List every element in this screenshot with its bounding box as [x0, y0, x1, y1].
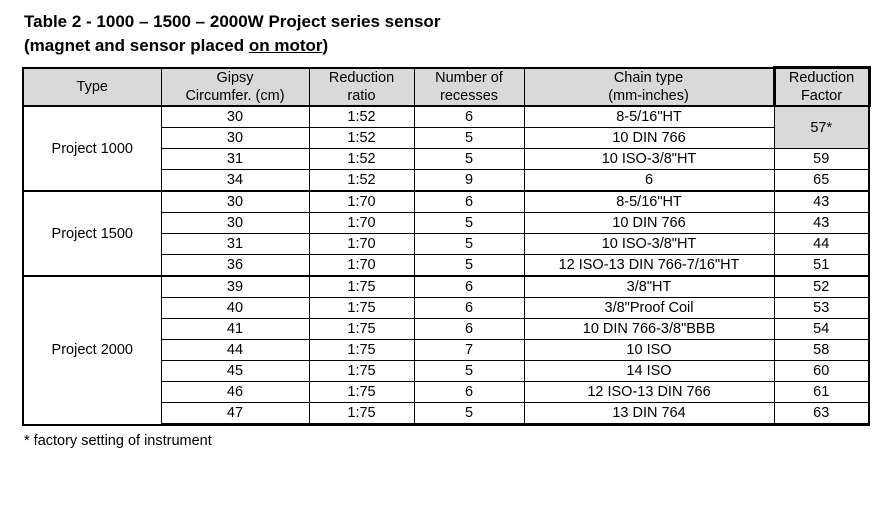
- cell-gipsy-circumference: 45: [161, 361, 309, 382]
- table-body: [23, 106, 869, 425]
- table-title-line-1: Table 2 - 1000 – 1500 – 2000W Project series sensor: [24, 12, 441, 31]
- cell-gipsy-circumference: 31: [161, 234, 309, 255]
- cell-reduction-ratio: 1:52: [309, 128, 414, 149]
- column-header-chain-type: [524, 68, 774, 107]
- cell-chain-type: 14 ISO: [524, 361, 774, 382]
- cell-reduction-factor: 63: [774, 403, 869, 425]
- cell-reduction-factor: 44: [774, 234, 869, 255]
- cell-reduction-factor: 43: [774, 213, 869, 234]
- cell-chain-type: 10 ISO: [524, 340, 774, 361]
- column-header-recesses-line2: recesses: [439, 87, 499, 104]
- cell-chain-type: 10 DIN 766: [524, 128, 774, 149]
- cell-number-of-recesses: 5: [414, 213, 524, 234]
- cell-chain-type: 10 DIN 766: [524, 213, 774, 234]
- cell-reduction-factor: 58: [774, 340, 869, 361]
- cell-number-of-recesses: 6: [414, 382, 524, 403]
- column-header-gipsy-line2: Circumfer. (cm): [185, 87, 285, 104]
- cell-chain-type: 3/8"HT: [524, 276, 774, 298]
- title-prefix: (magnet and sensor placed: [24, 36, 249, 55]
- cell-gipsy-circumference: 46: [161, 382, 309, 403]
- sensor-reduction-table: [22, 66, 871, 426]
- cell-reduction-ratio: 1:70: [309, 191, 414, 213]
- cell-type: Project 1000: [23, 106, 161, 191]
- column-header-type-line1: Type: [76, 78, 108, 95]
- cell-reduction-ratio: 1:70: [309, 234, 414, 255]
- cell-gipsy-circumference: 30: [161, 213, 309, 234]
- cell-number-of-recesses: 6: [414, 191, 524, 213]
- cell-reduction-ratio: 1:75: [309, 276, 414, 298]
- cell-chain-type: 10 ISO-3/8"HT: [524, 234, 774, 255]
- cell-number-of-recesses: 6: [414, 106, 524, 128]
- cell-reduction-factor: 51: [774, 255, 869, 277]
- title-suffix: ): [322, 36, 329, 55]
- cell-chain-type: 12 ISO-13 DIN 766-7/16"HT: [524, 255, 774, 277]
- cell-number-of-recesses: 6: [414, 319, 524, 340]
- cell-number-of-recesses: 5: [414, 361, 524, 382]
- cell-reduction-factor: 60: [774, 361, 869, 382]
- cell-reduction-ratio: 1:70: [309, 255, 414, 277]
- cell-number-of-recesses: 6: [414, 276, 524, 298]
- cell-number-of-recesses: 9: [414, 170, 524, 192]
- cell-type: Project 2000: [23, 276, 161, 425]
- cell-reduction-ratio: 1:75: [309, 319, 414, 340]
- cell-reduction-ratio: 1:75: [309, 298, 414, 319]
- cell-number-of-recesses: 5: [414, 128, 524, 149]
- cell-chain-type: 8-5/16"HT: [524, 191, 774, 213]
- column-header-chain-line1: Chain type: [613, 69, 684, 86]
- cell-reduction-ratio: 1:52: [309, 149, 414, 170]
- table-header-row: [23, 68, 869, 107]
- column-header-gipsy-line1: Gipsy: [216, 69, 254, 86]
- cell-reduction-factor: 61: [774, 382, 869, 403]
- cell-number-of-recesses: 5: [414, 255, 524, 277]
- cell-number-of-recesses: 6: [414, 298, 524, 319]
- cell-number-of-recesses: 5: [414, 149, 524, 170]
- cell-chain-type: 10 ISO-3/8"HT: [524, 149, 774, 170]
- cell-reduction-factor: 57*: [774, 106, 869, 149]
- cell-gipsy-circumference: 47: [161, 403, 309, 425]
- cell-gipsy-circumference: 30: [161, 106, 309, 128]
- cell-gipsy-circumference: 40: [161, 298, 309, 319]
- cell-gipsy-circumference: 44: [161, 340, 309, 361]
- cell-reduction-ratio: 1:75: [309, 340, 414, 361]
- cell-gipsy-circumference: 39: [161, 276, 309, 298]
- cell-chain-type: 10 DIN 766-3/8"BBB: [524, 319, 774, 340]
- column-header-ratio-line1: Reduction: [328, 69, 395, 86]
- cell-reduction-ratio: 1:75: [309, 361, 414, 382]
- cell-number-of-recesses: 5: [414, 234, 524, 255]
- column-header-factor-line1: Reduction: [788, 70, 855, 86]
- cell-number-of-recesses: 5: [414, 403, 524, 425]
- cell-reduction-factor: 54: [774, 319, 869, 340]
- column-header-reduction-ratio: [309, 68, 414, 107]
- cell-gipsy-circumference: 34: [161, 170, 309, 192]
- cell-gipsy-circumference: 30: [161, 128, 309, 149]
- cell-chain-type: 3/8"Proof Coil: [524, 298, 774, 319]
- column-header-gipsy: [161, 68, 309, 107]
- cell-chain-type: 8-5/16"HT: [524, 106, 774, 128]
- cell-reduction-factor: 59: [774, 149, 869, 170]
- cell-gipsy-circumference: 31: [161, 149, 309, 170]
- column-header-ratio-line2: ratio: [347, 87, 376, 104]
- cell-chain-type: 12 ISO-13 DIN 766: [524, 382, 774, 403]
- cell-reduction-factor: 65: [774, 170, 869, 192]
- column-header-factor-line2: Factor: [800, 88, 843, 104]
- table-header: [23, 68, 869, 107]
- table-row: [23, 106, 869, 128]
- title-underlined-text: on motor: [248, 36, 323, 55]
- cell-reduction-ratio: 1:75: [309, 382, 414, 403]
- cell-reduction-factor: 43: [774, 191, 869, 213]
- cell-reduction-factor: 53: [774, 298, 869, 319]
- cell-gipsy-circumference: 30: [161, 191, 309, 213]
- cell-chain-type: 6: [524, 170, 774, 192]
- table-row: [23, 191, 869, 213]
- cell-reduction-ratio: 1:52: [309, 170, 414, 192]
- cell-reduction-factor: 52: [774, 276, 869, 298]
- column-header-recesses: [414, 68, 524, 107]
- cell-gipsy-circumference: 36: [161, 255, 309, 277]
- cell-type: Project 1500: [23, 191, 161, 276]
- table-footnote: * factory setting of instrument: [24, 433, 212, 449]
- cell-reduction-ratio: 1:75: [309, 403, 414, 425]
- table-title: [24, 10, 860, 58]
- cell-gipsy-circumference: 41: [161, 319, 309, 340]
- table-title-line-2: [24, 34, 860, 58]
- cell-reduction-ratio: 1:52: [309, 106, 414, 128]
- cell-chain-type: 13 DIN 764: [524, 403, 774, 425]
- cell-number-of-recesses: 7: [414, 340, 524, 361]
- column-header-reduction-factor: [774, 68, 869, 107]
- column-header-chain-line2: (mm-inches): [608, 87, 689, 104]
- cell-reduction-ratio: 1:70: [309, 213, 414, 234]
- column-header-recesses-line1: Number of: [435, 69, 503, 86]
- table-row: [23, 276, 869, 298]
- column-header-type: [23, 68, 161, 107]
